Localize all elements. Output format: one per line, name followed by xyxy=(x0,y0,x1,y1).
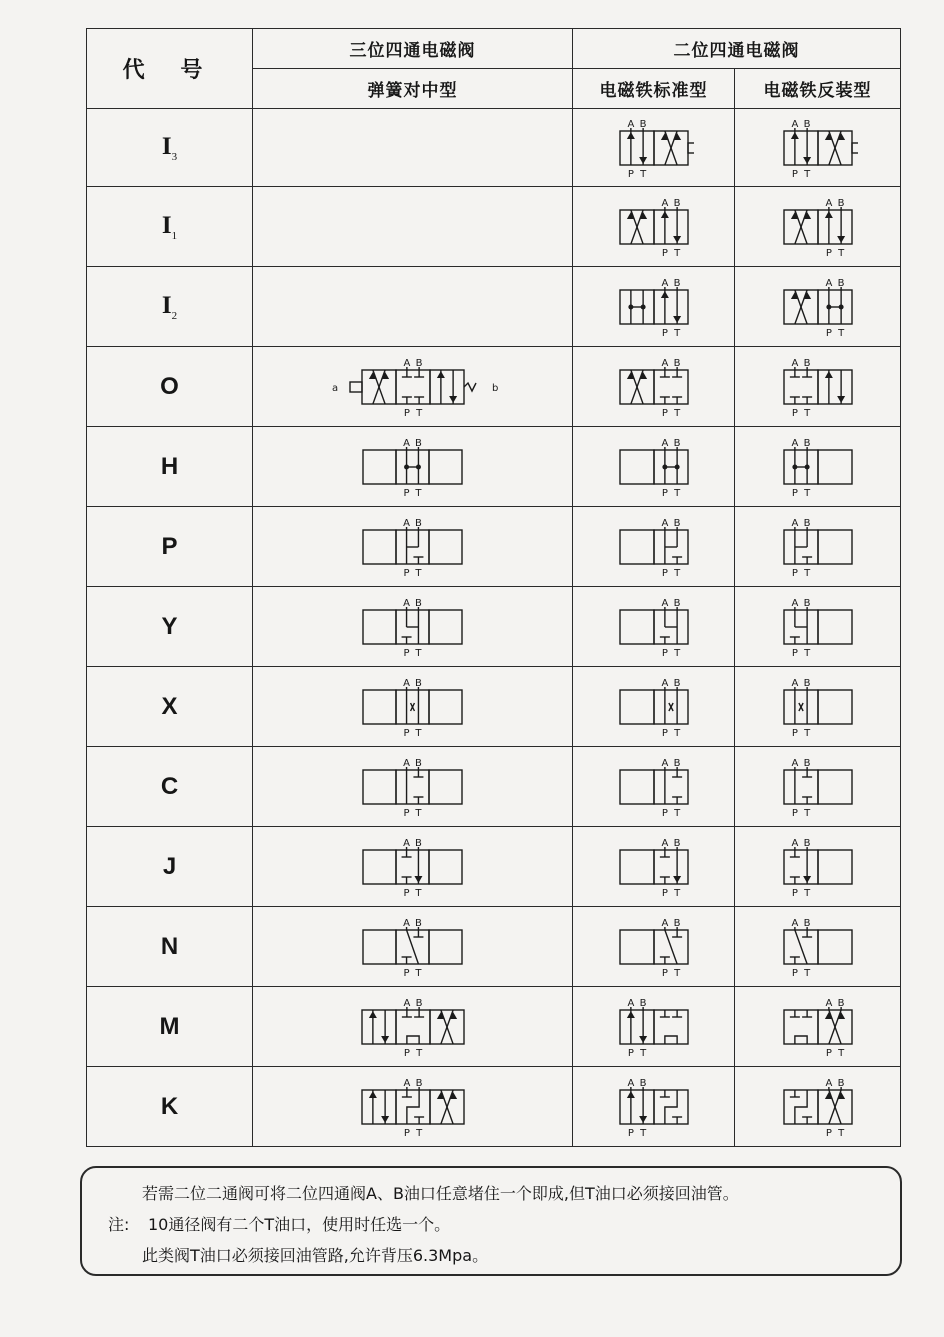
standard-solenoid-cell xyxy=(573,427,735,507)
row-code xyxy=(87,427,253,507)
port-t-label: T xyxy=(837,247,844,258)
three-position-cell xyxy=(253,587,573,667)
standard-symbol xyxy=(614,836,694,898)
code-letter: I xyxy=(161,291,172,319)
port-b-label: B xyxy=(803,837,811,849)
port-b-label: B xyxy=(673,677,681,689)
side-a-label: a xyxy=(331,382,338,394)
port-b-label: B xyxy=(639,997,647,1009)
standard-symbol xyxy=(614,196,694,258)
code-letter: C xyxy=(160,772,179,800)
code-letter: X xyxy=(161,692,178,720)
reversed-solenoid-cell xyxy=(735,987,901,1067)
side-b-label: b xyxy=(491,382,498,394)
port-b-label: B xyxy=(673,517,681,529)
reversed-solenoid-header: 电磁铁反装型 xyxy=(735,69,901,109)
port-b-label: B xyxy=(415,517,422,529)
three-position-cell xyxy=(253,987,573,1067)
port-p-label: P xyxy=(403,647,410,658)
three-position-cell xyxy=(253,907,573,987)
port-p-label: P xyxy=(661,887,668,898)
port-p-label: P xyxy=(661,807,668,818)
port-a-label: A xyxy=(824,197,832,209)
port-p-label: P xyxy=(661,727,668,738)
port-a-label: A xyxy=(403,757,410,769)
standard-symbol xyxy=(614,676,694,738)
standard-solenoid-header: 电磁铁标准型 xyxy=(573,69,735,109)
reversed-symbol xyxy=(778,596,858,658)
row-code xyxy=(87,987,253,1067)
port-a-label: A xyxy=(626,997,634,1009)
port-b-label: B xyxy=(803,917,811,929)
standard-solenoid-cell xyxy=(573,827,735,907)
table-row xyxy=(87,427,901,507)
port-a-label: A xyxy=(790,437,798,449)
reversed-solenoid-cell xyxy=(735,587,901,667)
port-b-label: B xyxy=(837,997,845,1009)
row-code xyxy=(87,827,253,907)
table-row xyxy=(87,507,901,587)
row-code xyxy=(87,267,253,347)
standard-solenoid-cell xyxy=(573,1067,735,1147)
port-p-label: P xyxy=(825,1127,832,1138)
port-a-label: A xyxy=(660,277,668,289)
port-b-label: B xyxy=(639,118,647,130)
port-t-label: T xyxy=(803,727,810,738)
standard-solenoid-cell xyxy=(573,747,735,827)
port-b-label: B xyxy=(803,517,811,529)
port-p-label: P xyxy=(403,407,410,418)
port-b-label: B xyxy=(415,357,423,369)
port-b-label: B xyxy=(803,357,811,369)
reversed-symbol xyxy=(778,676,858,738)
port-b-label: B xyxy=(415,677,422,689)
port-t-label: T xyxy=(673,567,680,578)
port-p-label: P xyxy=(661,647,668,658)
port-b-label: B xyxy=(673,437,681,449)
port-b-label: B xyxy=(837,277,845,289)
port-a-label: A xyxy=(403,597,410,609)
port-a-label: A xyxy=(403,837,410,849)
code-subscript: 2 xyxy=(171,309,178,322)
port-t-label: T xyxy=(415,967,422,978)
table-row xyxy=(87,747,901,827)
code-subscript: 3 xyxy=(171,150,178,163)
port-b-label: B xyxy=(415,997,423,1009)
port-p-label: P xyxy=(825,1047,832,1058)
port-t-label: T xyxy=(415,727,422,738)
port-a-label: A xyxy=(626,118,634,130)
port-t-label: T xyxy=(837,1127,844,1138)
port-a-label: A xyxy=(402,1077,410,1089)
port-b-label: B xyxy=(415,597,422,609)
standard-solenoid-cell xyxy=(573,109,735,187)
reversed-solenoid-cell xyxy=(735,347,901,427)
port-t-label: T xyxy=(837,1047,844,1058)
port-a-label: A xyxy=(790,118,798,130)
three-position-cell xyxy=(253,1067,573,1147)
code-letter: N xyxy=(160,932,179,960)
port-b-label: B xyxy=(415,1077,423,1089)
row-code xyxy=(87,347,253,427)
code-letter: H xyxy=(160,452,179,480)
port-t-label: T xyxy=(639,168,646,179)
port-p-label: P xyxy=(791,487,798,498)
three-position-cell xyxy=(253,827,573,907)
port-b-label: B xyxy=(415,757,422,769)
table-row xyxy=(87,907,901,987)
row-code xyxy=(87,667,253,747)
port-p-label: P xyxy=(403,1047,410,1058)
port-p-label: P xyxy=(791,407,798,418)
port-a-label: A xyxy=(824,277,832,289)
row-code xyxy=(87,587,253,667)
port-t-label: T xyxy=(415,567,422,578)
reversed-symbol xyxy=(778,756,858,818)
three-position-cell xyxy=(253,507,573,587)
three-position-cell xyxy=(253,747,573,827)
reversed-solenoid-cell xyxy=(735,109,901,187)
standard-solenoid-cell xyxy=(573,507,735,587)
table-row xyxy=(87,109,901,187)
port-t-label: T xyxy=(837,327,844,338)
port-a-label: A xyxy=(660,197,668,209)
port-a-label: A xyxy=(790,677,798,689)
port-p-label: P xyxy=(403,727,410,738)
port-a-label: A xyxy=(660,597,668,609)
port-a-label: A xyxy=(660,357,668,369)
port-a-label: A xyxy=(660,757,668,769)
three-position-symbol xyxy=(324,356,502,418)
port-t-label: T xyxy=(673,967,680,978)
reversed-symbol xyxy=(778,356,858,418)
port-t-label: T xyxy=(803,647,810,658)
port-a-label: A xyxy=(790,837,798,849)
standard-solenoid-cell xyxy=(573,267,735,347)
port-t-label: T xyxy=(415,407,422,418)
note-box xyxy=(80,1166,902,1276)
port-p-label: P xyxy=(627,1127,634,1138)
standard-symbol xyxy=(614,756,694,818)
table-row xyxy=(87,187,901,267)
port-p-label: P xyxy=(791,567,798,578)
code-column-header: 代 号 xyxy=(87,29,253,109)
port-b-label: B xyxy=(639,1077,647,1089)
standard-solenoid-cell xyxy=(573,987,735,1067)
port-t-label: T xyxy=(415,487,422,498)
port-t-label: T xyxy=(673,807,680,818)
port-p-label: P xyxy=(791,807,798,818)
port-p-label: P xyxy=(661,407,668,418)
port-a-label: A xyxy=(403,917,410,929)
three-position-symbol xyxy=(357,836,468,898)
three-position-symbol xyxy=(357,756,468,818)
reversed-solenoid-cell xyxy=(735,827,901,907)
reversed-solenoid-cell xyxy=(735,747,901,827)
port-t-label: T xyxy=(415,1127,422,1138)
port-b-label: B xyxy=(803,757,811,769)
port-a-label: A xyxy=(824,997,832,1009)
port-b-label: B xyxy=(673,357,681,369)
reversed-solenoid-cell xyxy=(735,427,901,507)
port-t-label: T xyxy=(415,807,422,818)
spring-centered-header: 弹簧对中型 xyxy=(253,69,573,109)
row-code xyxy=(87,187,253,267)
row-code xyxy=(87,907,253,987)
port-p-label: P xyxy=(791,967,798,978)
standard-symbol xyxy=(614,516,694,578)
port-p-label: P xyxy=(403,887,410,898)
port-t-label: T xyxy=(803,887,810,898)
standard-symbol xyxy=(614,117,694,179)
reversed-symbol xyxy=(778,916,858,978)
port-b-label: B xyxy=(673,197,681,209)
port-p-label: P xyxy=(627,1047,634,1058)
port-b-label: B xyxy=(673,597,681,609)
reversed-symbol xyxy=(778,836,858,898)
port-a-label: A xyxy=(402,997,410,1009)
port-b-label: B xyxy=(803,677,811,689)
table-row xyxy=(87,987,901,1067)
standard-symbol xyxy=(614,276,694,338)
standard-symbol xyxy=(614,436,694,498)
standard-solenoid-cell xyxy=(573,347,735,427)
three-position-cell xyxy=(253,667,573,747)
three-position-header: 三位四通电磁阀 xyxy=(253,29,573,69)
port-b-label: B xyxy=(803,118,811,130)
port-a-label: A xyxy=(660,517,668,529)
standard-solenoid-cell xyxy=(573,587,735,667)
port-p-label: P xyxy=(403,807,410,818)
reversed-solenoid-cell xyxy=(735,267,901,347)
port-t-label: T xyxy=(415,1047,422,1058)
table-row xyxy=(87,667,901,747)
three-position-symbol xyxy=(357,436,468,498)
two-position-header: 二位四通电磁阀 xyxy=(573,29,901,69)
note-line-3: 此类阀T油口必须接回油管路,允许背压6.3Mpa。 xyxy=(142,1246,489,1265)
three-position-cell xyxy=(253,187,573,267)
standard-symbol xyxy=(614,356,694,418)
port-a-label: A xyxy=(402,357,410,369)
reversed-symbol xyxy=(778,1076,858,1138)
reversed-solenoid-cell xyxy=(735,1067,901,1147)
note-line-1: 若需二位二通阀可将二位四通阀A、B油口任意堵住一个即成,但T油口必须接回油管。 xyxy=(142,1184,739,1203)
port-a-label: A xyxy=(824,1077,832,1089)
port-p-label: P xyxy=(661,487,668,498)
port-p-label: P xyxy=(825,327,832,338)
reversed-symbol xyxy=(778,996,858,1058)
port-a-label: A xyxy=(660,437,668,449)
port-b-label: B xyxy=(673,917,681,929)
port-b-label: B xyxy=(415,837,422,849)
row-code xyxy=(87,1067,253,1147)
port-t-label: T xyxy=(803,807,810,818)
code-letter: I xyxy=(161,132,172,160)
port-t-label: T xyxy=(639,1127,646,1138)
standard-solenoid-cell xyxy=(573,187,735,267)
reversed-symbol xyxy=(778,516,858,578)
three-position-symbol xyxy=(357,596,468,658)
valve-symbol-table xyxy=(86,28,901,1147)
port-t-label: T xyxy=(803,967,810,978)
table-row xyxy=(87,587,901,667)
three-position-symbol xyxy=(357,676,468,738)
port-p-label: P xyxy=(661,567,668,578)
port-a-label: A xyxy=(790,757,798,769)
port-t-label: T xyxy=(673,647,680,658)
port-p-label: P xyxy=(825,247,832,258)
three-position-symbol xyxy=(357,916,468,978)
three-position-symbol xyxy=(356,996,470,1058)
three-position-symbol xyxy=(357,516,468,578)
port-p-label: P xyxy=(661,967,668,978)
reversed-symbol xyxy=(778,276,858,338)
reversed-symbol xyxy=(778,117,858,179)
port-a-label: A xyxy=(790,917,798,929)
row-code xyxy=(87,507,253,587)
valve-rows xyxy=(87,109,901,1147)
port-b-label: B xyxy=(837,197,845,209)
port-a-label: A xyxy=(790,597,798,609)
port-a-label: A xyxy=(660,917,668,929)
code-letter: M xyxy=(159,1012,180,1040)
port-t-label: T xyxy=(415,647,422,658)
code-letter: J xyxy=(162,852,177,880)
port-b-label: B xyxy=(803,597,811,609)
port-t-label: T xyxy=(673,327,680,338)
port-t-label: T xyxy=(803,487,810,498)
port-b-label: B xyxy=(673,837,681,849)
note-line-2: 10通径阀有二个T油口，使用时任选一个。 xyxy=(148,1215,451,1234)
port-t-label: T xyxy=(803,567,810,578)
port-p-label: P xyxy=(791,887,798,898)
port-a-label: A xyxy=(660,837,668,849)
port-a-label: A xyxy=(626,1077,634,1089)
standard-symbol xyxy=(614,1076,694,1138)
port-b-label: B xyxy=(415,917,422,929)
three-position-cell xyxy=(253,427,573,507)
port-p-label: P xyxy=(403,487,410,498)
reversed-solenoid-cell xyxy=(735,667,901,747)
three-position-symbol xyxy=(356,1076,470,1138)
code-subscript: 1 xyxy=(171,229,178,242)
port-b-label: B xyxy=(837,1077,845,1089)
port-t-label: T xyxy=(803,168,810,179)
port-b-label: B xyxy=(415,437,422,449)
note-label: 注: xyxy=(108,1215,130,1234)
port-p-label: P xyxy=(791,168,798,179)
port-t-label: T xyxy=(639,1047,646,1058)
three-position-cell xyxy=(253,109,573,187)
table-row xyxy=(87,827,901,907)
code-letter: P xyxy=(161,532,178,560)
port-p-label: P xyxy=(661,327,668,338)
port-p-label: P xyxy=(661,247,668,258)
port-t-label: T xyxy=(673,487,680,498)
reversed-solenoid-cell xyxy=(735,907,901,987)
standard-symbol xyxy=(614,916,694,978)
port-a-label: A xyxy=(790,357,798,369)
port-p-label: P xyxy=(403,567,410,578)
three-position-cell xyxy=(253,347,573,427)
port-p-label: P xyxy=(791,727,798,738)
code-letter: I xyxy=(161,211,172,239)
reversed-symbol xyxy=(778,436,858,498)
table-row xyxy=(87,1067,901,1147)
port-a-label: A xyxy=(403,517,410,529)
port-a-label: A xyxy=(403,677,410,689)
port-t-label: T xyxy=(673,887,680,898)
port-t-label: T xyxy=(803,407,810,418)
code-letter: O xyxy=(160,372,179,400)
standard-symbol xyxy=(614,996,694,1058)
reversed-symbol xyxy=(778,196,858,258)
table-row xyxy=(87,267,901,347)
standard-solenoid-cell xyxy=(573,667,735,747)
three-position-cell xyxy=(253,267,573,347)
reversed-solenoid-cell xyxy=(735,187,901,267)
port-b-label: B xyxy=(673,277,681,289)
row-code xyxy=(87,747,253,827)
table-row xyxy=(87,347,901,427)
reversed-solenoid-cell xyxy=(735,507,901,587)
port-p-label: P xyxy=(627,168,634,179)
standard-symbol xyxy=(614,596,694,658)
port-p-label: P xyxy=(791,647,798,658)
port-t-label: T xyxy=(673,407,680,418)
code-letter: Y xyxy=(161,612,178,640)
standard-solenoid-cell xyxy=(573,907,735,987)
port-p-label: P xyxy=(403,967,410,978)
port-t-label: T xyxy=(415,887,422,898)
port-a-label: A xyxy=(790,517,798,529)
port-a-label: A xyxy=(403,437,410,449)
port-a-label: A xyxy=(660,677,668,689)
port-b-label: B xyxy=(673,757,681,769)
port-b-label: B xyxy=(803,437,811,449)
port-t-label: T xyxy=(673,247,680,258)
code-letter: K xyxy=(160,1092,179,1120)
port-t-label: T xyxy=(673,727,680,738)
port-p-label: P xyxy=(403,1127,410,1138)
row-code xyxy=(87,109,253,187)
